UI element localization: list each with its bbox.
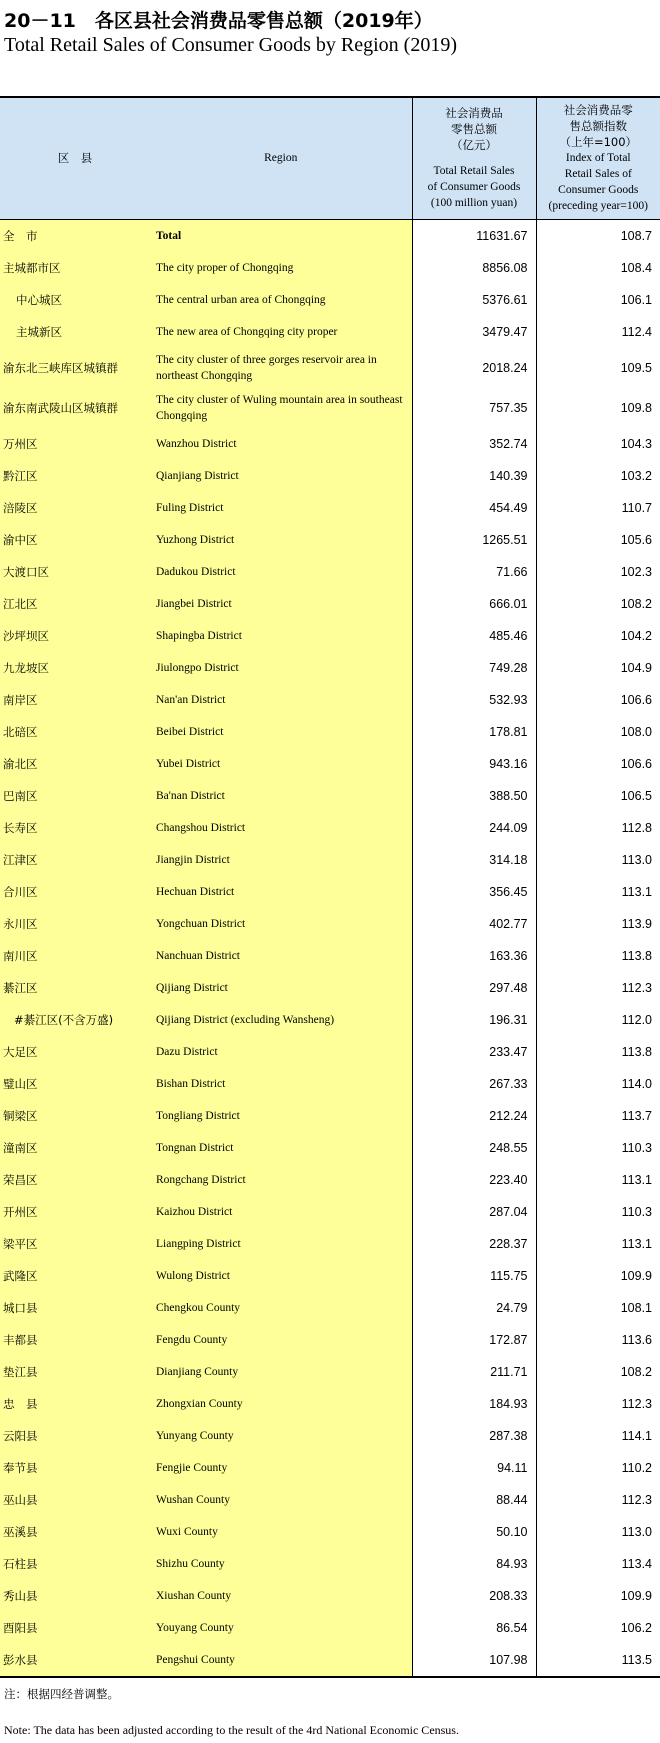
header-index-en-3: Consumer Goods xyxy=(558,184,639,197)
cell-county-cn: 城口县 xyxy=(0,1292,150,1324)
table-row xyxy=(0,972,660,1004)
header-sales-cn-2: 零售总额 xyxy=(451,122,497,137)
cell-sales-index: 103.2 xyxy=(536,460,660,492)
header-total-sales xyxy=(412,97,536,219)
cell-total-sales: 24.79 xyxy=(412,1292,536,1324)
header-county-cn: 区 县 xyxy=(0,97,150,219)
cell-county-cn: 南川区 xyxy=(0,940,150,972)
cell-region-en: Fuling District xyxy=(150,492,412,524)
cell-total-sales: 248.55 xyxy=(412,1132,536,1164)
cell-county-cn: 綦江区 xyxy=(0,972,150,1004)
cell-county-cn: 长寿区 xyxy=(0,812,150,844)
cell-region-en: Pengshui County xyxy=(150,1644,412,1677)
cell-sales-index: 109.8 xyxy=(536,388,660,428)
table-row xyxy=(0,812,660,844)
cell-sales-index: 106.6 xyxy=(536,684,660,716)
table-row xyxy=(0,1004,660,1036)
table-row xyxy=(0,1580,660,1612)
table-row xyxy=(0,1164,660,1196)
cell-region-en: Qijiang District xyxy=(150,972,412,1004)
cell-region-en: Tongnan District xyxy=(150,1132,412,1164)
table-row xyxy=(0,940,660,972)
cell-county-cn: 巴南区 xyxy=(0,780,150,812)
table-row xyxy=(0,1388,660,1420)
cell-sales-index: 112.3 xyxy=(536,1484,660,1516)
cell-region-en: Bishan District xyxy=(150,1068,412,1100)
cell-region-en: Yongchuan District xyxy=(150,908,412,940)
cell-total-sales: 212.24 xyxy=(412,1100,536,1132)
cell-total-sales: 84.93 xyxy=(412,1548,536,1580)
cell-sales-index: 113.8 xyxy=(536,940,660,972)
cell-total-sales: 388.50 xyxy=(412,780,536,812)
table-row xyxy=(0,716,660,748)
cell-region-en: The new area of Chongqing city proper xyxy=(150,316,412,348)
cell-total-sales: 115.75 xyxy=(412,1260,536,1292)
header-sales-en-1: Total Retail Sales xyxy=(433,165,515,178)
cell-total-sales: 211.71 xyxy=(412,1356,536,1388)
cell-total-sales: 297.48 xyxy=(412,972,536,1004)
cell-sales-index: 113.9 xyxy=(536,908,660,940)
cell-region-en: Yuzhong District xyxy=(150,524,412,556)
cell-total-sales: 2018.24 xyxy=(412,348,536,388)
cell-region-en: Wushan County xyxy=(150,1484,412,1516)
cell-sales-index: 109.5 xyxy=(536,348,660,388)
cell-region-en: Dadukou District xyxy=(150,556,412,588)
cell-region-en: Wuxi County xyxy=(150,1516,412,1548)
cell-total-sales: 196.31 xyxy=(412,1004,536,1036)
table-row xyxy=(0,524,660,556)
cell-region-en: Hechuan District xyxy=(150,876,412,908)
table-row xyxy=(0,780,660,812)
cell-total-sales: 356.45 xyxy=(412,876,536,908)
cell-county-cn: 涪陵区 xyxy=(0,492,150,524)
cell-sales-index: 109.9 xyxy=(536,1580,660,1612)
cell-county-cn: 主城都市区 xyxy=(0,252,150,284)
cell-sales-index: 108.0 xyxy=(536,716,660,748)
cell-county-cn: 云阳县 xyxy=(0,1420,150,1452)
cell-county-cn: 江津区 xyxy=(0,844,150,876)
cell-sales-index: 104.3 xyxy=(536,428,660,460)
cell-sales-index: 113.1 xyxy=(536,1164,660,1196)
header-index-cn-3: （上年=100） xyxy=(559,135,638,150)
cell-total-sales: 178.81 xyxy=(412,716,536,748)
cell-region-en: Yubei District xyxy=(150,748,412,780)
cell-region-en: Jiangjin District xyxy=(150,844,412,876)
cell-sales-index: 110.3 xyxy=(536,1132,660,1164)
cell-total-sales: 107.98 xyxy=(412,1644,536,1677)
table-row xyxy=(0,348,660,388)
header-region-en: Region xyxy=(150,97,412,219)
cell-county-cn: 主城新区 xyxy=(0,316,150,348)
cell-county-cn: 大足区 xyxy=(0,1036,150,1068)
table-row xyxy=(0,588,660,620)
cell-sales-index: 112.0 xyxy=(536,1004,660,1036)
cell-sales-index: 109.9 xyxy=(536,1260,660,1292)
cell-total-sales: 11631.67 xyxy=(412,219,536,252)
cell-total-sales: 485.46 xyxy=(412,620,536,652)
cell-total-sales: 244.09 xyxy=(412,812,536,844)
cell-sales-index: 112.3 xyxy=(536,972,660,1004)
table-header xyxy=(0,97,660,219)
cell-sales-index: 102.3 xyxy=(536,556,660,588)
cell-region-en: The city cluster of Wuling mountain area in southeast Chongqing xyxy=(150,388,412,428)
cell-region-en: Shapingba District xyxy=(150,620,412,652)
cell-region-en: Shizhu County xyxy=(150,1548,412,1580)
table-row xyxy=(0,1068,660,1100)
cell-sales-index: 105.6 xyxy=(536,524,660,556)
cell-region-en: Yunyang County xyxy=(150,1420,412,1452)
table-row xyxy=(0,316,660,348)
cell-sales-index: 110.3 xyxy=(536,1196,660,1228)
table-row xyxy=(0,1484,660,1516)
cell-region-en: The central urban area of Chongqing xyxy=(150,284,412,316)
cell-total-sales: 228.37 xyxy=(412,1228,536,1260)
cell-region-en: Xiushan County xyxy=(150,1580,412,1612)
table-row xyxy=(0,1228,660,1260)
cell-total-sales: 352.74 xyxy=(412,428,536,460)
header-index-en-2: Retail Sales of xyxy=(564,168,632,181)
cell-sales-index: 108.4 xyxy=(536,252,660,284)
table-row xyxy=(0,1612,660,1644)
table-row xyxy=(0,492,660,524)
table-row xyxy=(0,284,660,316)
table-row xyxy=(0,620,660,652)
cell-county-cn: 奉节县 xyxy=(0,1452,150,1484)
cell-county-cn: 江北区 xyxy=(0,588,150,620)
cell-county-cn: 璧山区 xyxy=(0,1068,150,1100)
cell-region-en: Tongliang District xyxy=(150,1100,412,1132)
cell-region-en: Fengdu County xyxy=(150,1324,412,1356)
cell-sales-index: 113.0 xyxy=(536,844,660,876)
cell-county-cn: 石柱县 xyxy=(0,1548,150,1580)
table-body xyxy=(0,219,660,1677)
footnote-cn: 注：根据四经普调整。 xyxy=(4,1687,119,1701)
retail-sales-table xyxy=(0,96,660,1678)
cell-county-cn: 潼南区 xyxy=(0,1132,150,1164)
cell-region-en: Qijiang District (excluding Wansheng) xyxy=(150,1004,412,1036)
cell-county-cn: 沙坪坝区 xyxy=(0,620,150,652)
cell-region-en: Ba'nan District xyxy=(150,780,412,812)
cell-sales-index: 106.1 xyxy=(536,284,660,316)
cell-region-en: Wanzhou District xyxy=(150,428,412,460)
cell-sales-index: 113.6 xyxy=(536,1324,660,1356)
cell-total-sales: 86.54 xyxy=(412,1612,536,1644)
cell-sales-index: 108.7 xyxy=(536,219,660,252)
cell-total-sales: 757.35 xyxy=(412,388,536,428)
table-row xyxy=(0,252,660,284)
cell-total-sales: 140.39 xyxy=(412,460,536,492)
cell-total-sales: 50.10 xyxy=(412,1516,536,1548)
cell-region-en: Dazu District xyxy=(150,1036,412,1068)
cell-region-en: Liangping District xyxy=(150,1228,412,1260)
table-row xyxy=(0,1260,660,1292)
cell-region-en: Total xyxy=(150,219,412,252)
cell-region-en: Chengkou County xyxy=(150,1292,412,1324)
cell-total-sales: 163.36 xyxy=(412,940,536,972)
cell-total-sales: 943.16 xyxy=(412,748,536,780)
table-row xyxy=(0,1100,660,1132)
table-row xyxy=(0,428,660,460)
header-index-cn-1: 社会消费品零 xyxy=(563,103,633,118)
cell-region-en: Kaizhou District xyxy=(150,1196,412,1228)
cell-sales-index: 108.1 xyxy=(536,1292,660,1324)
cell-county-cn: 武隆区 xyxy=(0,1260,150,1292)
header-sales-en-3: (100 million yuan) xyxy=(430,197,518,210)
cell-sales-index: 106.2 xyxy=(536,1612,660,1644)
table-row xyxy=(0,388,660,428)
table-row xyxy=(0,1452,660,1484)
header-sales-en-2: of Consumer Goods xyxy=(427,181,521,194)
table-row xyxy=(0,684,660,716)
cell-region-en: Fengjie County xyxy=(150,1452,412,1484)
cell-county-cn: 中心城区 xyxy=(0,284,150,316)
cell-total-sales: 208.33 xyxy=(412,1580,536,1612)
header-sales-cn-3: （亿元） xyxy=(451,138,497,153)
table-row xyxy=(0,1196,660,1228)
table-row xyxy=(0,1420,660,1452)
cell-total-sales: 314.18 xyxy=(412,844,536,876)
cell-total-sales: 287.04 xyxy=(412,1196,536,1228)
cell-region-en: Jiulongpo District xyxy=(150,652,412,684)
table-row xyxy=(0,652,660,684)
header-sales-index xyxy=(536,97,660,219)
cell-total-sales: 172.87 xyxy=(412,1324,536,1356)
cell-county-cn: 渝北区 xyxy=(0,748,150,780)
page-title-en: Total Retail Sales of Consumer Goods by Region (2019) xyxy=(4,34,457,56)
cell-sales-index: 113.8 xyxy=(536,1036,660,1068)
table-row xyxy=(0,1356,660,1388)
cell-sales-index: 113.1 xyxy=(536,1228,660,1260)
cell-region-en: The city cluster of three gorges reservoir area in northeast Chongqing xyxy=(150,348,412,388)
cell-region-en: Beibei District xyxy=(150,716,412,748)
cell-region-en: Zhongxian County xyxy=(150,1388,412,1420)
cell-total-sales: 71.66 xyxy=(412,556,536,588)
cell-total-sales: 88.44 xyxy=(412,1484,536,1516)
cell-county-cn: 开州区 xyxy=(0,1196,150,1228)
cell-total-sales: 223.40 xyxy=(412,1164,536,1196)
table-row xyxy=(0,908,660,940)
cell-sales-index: 112.3 xyxy=(536,1388,660,1420)
cell-total-sales: 749.28 xyxy=(412,652,536,684)
cell-total-sales: 8856.08 xyxy=(412,252,536,284)
cell-county-cn: 彭水县 xyxy=(0,1644,150,1677)
cell-county-cn: 丰都县 xyxy=(0,1324,150,1356)
cell-total-sales: 287.38 xyxy=(412,1420,536,1452)
cell-sales-index: 113.1 xyxy=(536,876,660,908)
table-row xyxy=(0,748,660,780)
cell-total-sales: 184.93 xyxy=(412,1388,536,1420)
cell-region-en: Nanchuan District xyxy=(150,940,412,972)
cell-county-cn: 大渡口区 xyxy=(0,556,150,588)
table-row xyxy=(0,1324,660,1356)
table-row xyxy=(0,1644,660,1677)
cell-region-en: Changshou District xyxy=(150,812,412,844)
cell-county-cn: 巫山县 xyxy=(0,1484,150,1516)
page-title-cn: 20－11 各区县社会消费品零售总额（2019年） xyxy=(4,10,433,32)
cell-total-sales: 233.47 xyxy=(412,1036,536,1068)
table-row xyxy=(0,1516,660,1548)
cell-county-cn: 忠 县 xyxy=(0,1388,150,1420)
cell-county-cn: 酉阳县 xyxy=(0,1612,150,1644)
cell-total-sales: 454.49 xyxy=(412,492,536,524)
cell-region-en: Dianjiang County xyxy=(150,1356,412,1388)
cell-region-en: Nan'an District xyxy=(150,684,412,716)
cell-sales-index: 110.7 xyxy=(536,492,660,524)
header-index-en-4: (preceding year=100) xyxy=(548,200,648,213)
cell-sales-index: 104.2 xyxy=(536,620,660,652)
cell-sales-index: 112.4 xyxy=(536,316,660,348)
cell-sales-index: 113.4 xyxy=(536,1548,660,1580)
cell-county-cn: 垫江县 xyxy=(0,1356,150,1388)
header-index-cn-2: 售总额指数 xyxy=(569,119,627,134)
cell-county-cn: 荣昌区 xyxy=(0,1164,150,1196)
cell-total-sales: 94.11 xyxy=(412,1452,536,1484)
cell-county-cn: 全 市 xyxy=(0,219,150,252)
cell-sales-index: 114.0 xyxy=(536,1068,660,1100)
cell-sales-index: 113.7 xyxy=(536,1100,660,1132)
cell-county-cn: 黔江区 xyxy=(0,460,150,492)
table-row xyxy=(0,844,660,876)
cell-sales-index: 108.2 xyxy=(536,1356,660,1388)
table-row xyxy=(0,219,660,252)
table-row xyxy=(0,1132,660,1164)
cell-county-cn: 南岸区 xyxy=(0,684,150,716)
header-index-en-1: Index of Total xyxy=(565,152,631,165)
cell-county-cn: 北碚区 xyxy=(0,716,150,748)
cell-county-cn: 渝东北三峡库区城镇群 xyxy=(0,348,150,388)
footnote-en: Note: The data has been adjusted according to the result of the 4rd National Economic Census. xyxy=(4,1723,459,1737)
table-row xyxy=(0,556,660,588)
cell-region-en: Qianjiang District xyxy=(150,460,412,492)
cell-sales-index: 106.5 xyxy=(536,780,660,812)
cell-county-cn: 合川区 xyxy=(0,876,150,908)
cell-region-en: Wulong District xyxy=(150,1260,412,1292)
cell-county-cn: 秀山县 xyxy=(0,1580,150,1612)
cell-region-en: The city proper of Chongqing xyxy=(150,252,412,284)
cell-county-cn: #綦江区(不含万盛) xyxy=(0,1004,150,1036)
cell-total-sales: 532.93 xyxy=(412,684,536,716)
cell-sales-index: 110.2 xyxy=(536,1452,660,1484)
cell-county-cn: 渝中区 xyxy=(0,524,150,556)
cell-total-sales: 5376.61 xyxy=(412,284,536,316)
table-row xyxy=(0,1548,660,1580)
cell-county-cn: 永川区 xyxy=(0,908,150,940)
table-row xyxy=(0,460,660,492)
cell-sales-index: 106.6 xyxy=(536,748,660,780)
cell-county-cn: 梁平区 xyxy=(0,1228,150,1260)
cell-sales-index: 114.1 xyxy=(536,1420,660,1452)
cell-sales-index: 108.2 xyxy=(536,588,660,620)
cell-sales-index: 112.8 xyxy=(536,812,660,844)
cell-region-en: Jiangbei District xyxy=(150,588,412,620)
cell-total-sales: 402.77 xyxy=(412,908,536,940)
cell-county-cn: 巫溪县 xyxy=(0,1516,150,1548)
cell-sales-index: 113.5 xyxy=(536,1644,660,1677)
cell-total-sales: 3479.47 xyxy=(412,316,536,348)
header-sales-cn-1: 社会消费品 xyxy=(445,106,503,121)
cell-county-cn: 渝东南武陵山区城镇群 xyxy=(0,388,150,428)
cell-total-sales: 267.33 xyxy=(412,1068,536,1100)
cell-region-en: Youyang County xyxy=(150,1612,412,1644)
cell-county-cn: 九龙坡区 xyxy=(0,652,150,684)
table-row xyxy=(0,1292,660,1324)
table-row xyxy=(0,1036,660,1068)
cell-region-en: Rongchang District xyxy=(150,1164,412,1196)
cell-sales-index: 104.9 xyxy=(536,652,660,684)
table-row xyxy=(0,876,660,908)
cell-county-cn: 万州区 xyxy=(0,428,150,460)
cell-total-sales: 666.01 xyxy=(412,588,536,620)
cell-sales-index: 113.0 xyxy=(536,1516,660,1548)
cell-county-cn: 铜梁区 xyxy=(0,1100,150,1132)
cell-total-sales: 1265.51 xyxy=(412,524,536,556)
